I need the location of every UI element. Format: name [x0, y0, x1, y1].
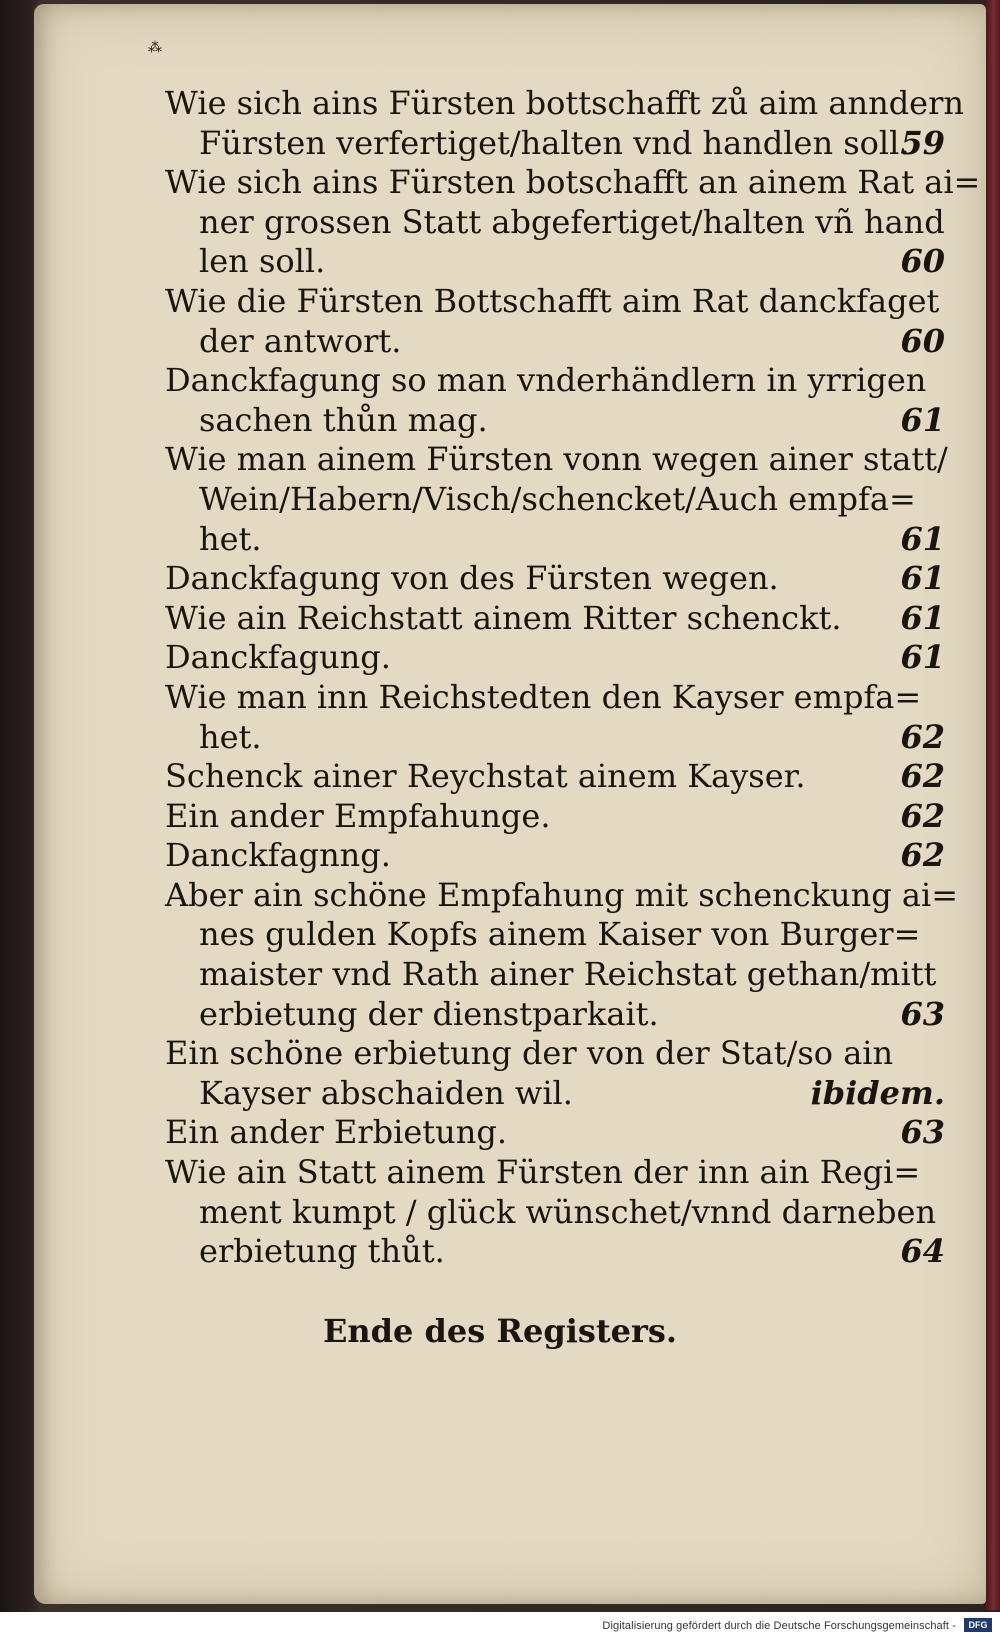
- register-entry: [165, 678, 945, 757]
- register-entry: [165, 440, 948, 559]
- entry-line: het.: [199, 519, 262, 558]
- register-entry: [165, 1034, 945, 1113]
- entry-line: Danckfagung von des Fürsten wegen.: [165, 559, 779, 598]
- entry-line: Kayser abschaiden wil.: [199, 1073, 573, 1112]
- entry-line: der antwort.: [199, 321, 402, 360]
- entry-line: Wie ain Statt ainem Fürsten der inn ain Regi=: [165, 1153, 921, 1192]
- register-end-title: Ende des Registers.: [322, 1312, 678, 1350]
- entry-page-number: 62: [900, 796, 945, 835]
- register-entry: [165, 361, 945, 440]
- entry-page-number: 63: [900, 1113, 945, 1152]
- entry-line: maister vnd Rath ainer Reichstat gethan/mitt: [199, 955, 937, 994]
- register-entry: [165, 282, 945, 361]
- entry-line: ment kumpt / glück wünschet/vnnd darneben: [199, 1192, 937, 1231]
- entry-page-number: 63: [900, 994, 945, 1033]
- entry-page-number: 64: [900, 1232, 945, 1271]
- digitization-credit: Digitalisierung gefördert durch die Deutsche Forschungsgemeinschaft -: [602, 1620, 956, 1632]
- entry-line: Wie die Fürsten Bottschafft aim Rat danckfaget: [165, 281, 940, 320]
- register-list: [165, 84, 981, 1272]
- entry-line: Fürsten verfertiget/halten vnd handlen soll.: [199, 123, 910, 162]
- entry-line: Wie man ainem Fürsten vonn wegen ainer statt/: [165, 440, 948, 479]
- entry-page-number: 60: [900, 242, 945, 281]
- entry-line: Danckfagung so man vnderhändlern in yrrigen: [165, 361, 927, 400]
- entry-page-number: 62: [900, 757, 945, 796]
- register-entry: [165, 797, 945, 837]
- entry-line: Wie man inn Reichstedten den Kayser empfa=: [165, 677, 922, 716]
- entry-page-number: 61: [900, 400, 945, 439]
- entry-line: len soll.: [199, 242, 326, 281]
- entry-line: Ein schöne erbietung der von der Stat/so ain: [165, 1034, 894, 1073]
- entry-page-number: 61: [900, 559, 945, 598]
- entry-line: Aber ain schöne Empfahung mit schenckung ai=: [165, 875, 959, 914]
- book-spine: [984, 0, 1000, 1610]
- entry-line: Ein ander Erbietung.: [165, 1113, 507, 1152]
- register-entry: [165, 599, 945, 639]
- register-entry: [165, 757, 945, 797]
- register-entry: [165, 559, 945, 599]
- entry-line: Wie sich ains Fürsten botschafft an ainem Rat ai=: [165, 163, 981, 202]
- entry-line: Danckfagnng.: [165, 836, 391, 875]
- entry-line: nes gulden Kopfs ainem Kaiser von Burger=: [199, 915, 921, 954]
- register-entry: [165, 836, 945, 876]
- entry-page-number: 60: [900, 321, 945, 360]
- entry-page-number: 61: [900, 598, 945, 637]
- dfg-logo: DFG: [964, 1618, 992, 1632]
- entry-page-number: 59: [900, 123, 945, 162]
- entry-page-number: 61: [900, 638, 945, 677]
- entry-line: Schenck ainer Reychstat ainem Kayser.: [165, 757, 806, 796]
- register-entry: [165, 875, 959, 1034]
- register-entry: [165, 163, 981, 282]
- entry-line: het.: [199, 717, 262, 756]
- entry-page-number: ibidem.: [810, 1073, 945, 1112]
- entry-line: Wie sich ains Fürsten bottschafft zů aim anndern: [165, 84, 965, 122]
- entry-line: Danckfagung.: [165, 638, 391, 677]
- page-stain: ⁂: [148, 40, 162, 56]
- register-entry: [165, 638, 945, 678]
- entry-line: Wie ain Reichstatt ainem Ritter schenckt.: [165, 598, 842, 637]
- register-entry: [165, 1113, 945, 1153]
- entry-line: Ein ander Empfahunge.: [165, 796, 551, 835]
- entry-page-number: 61: [900, 519, 945, 558]
- entry-line: erbietung der dienstparkait.: [199, 994, 659, 1033]
- entry-page-number: 62: [900, 836, 945, 875]
- entry-page-number: 62: [900, 717, 945, 756]
- entry-line: ner grossen Statt abgefertiget/halten vñ hand: [199, 202, 945, 241]
- register-entry: [165, 1153, 945, 1272]
- entry-line: sachen thůn mag.: [199, 400, 488, 439]
- entry-line: erbietung thůt.: [199, 1232, 445, 1271]
- register-entry: [165, 84, 965, 163]
- entry-line: Wein/Habern/Visch/schencket/Auch empfa=: [199, 479, 916, 518]
